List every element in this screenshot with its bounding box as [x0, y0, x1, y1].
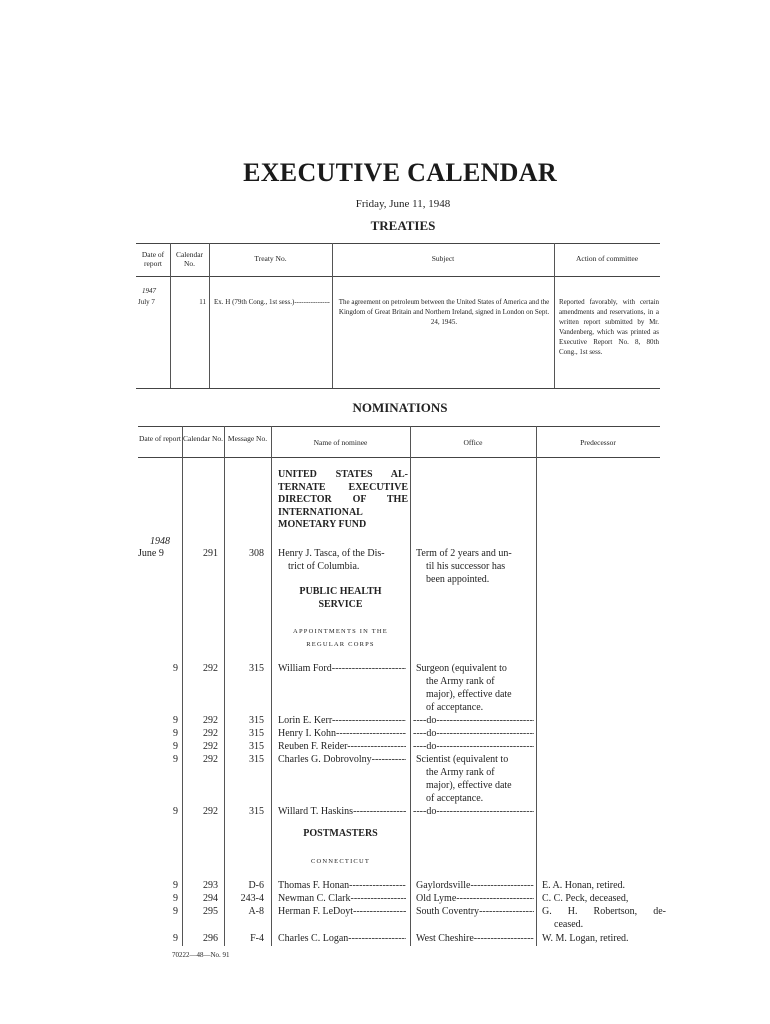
treaties-heading: TREATIES: [370, 218, 436, 233]
section-heading-public-health: [271, 585, 410, 611]
treaty-date: July 7: [138, 298, 155, 306]
treaties-col-divider: [209, 243, 210, 388]
table-row: [0, 932, 770, 945]
nom-col-header-message: Message No.: [227, 434, 268, 443]
nominations-top-rule: [138, 426, 660, 427]
row-date: 9: [173, 741, 178, 752]
row-nominee: Lorin E. Kerr -----: [278, 714, 406, 727]
row-nominee: Newman C. Clark -----: [278, 892, 406, 905]
nominations-col-divider: [224, 426, 225, 946]
row-predecessor: C. C. Peck, deceased,: [542, 893, 629, 904]
office-line: Term of 2 years and un-: [416, 548, 512, 559]
section-heading-line: DIRECTOR OF THE: [278, 494, 408, 506]
row-date: 9: [173, 893, 178, 904]
subsection-connecticut: CONNECTICUT: [310, 858, 371, 865]
section-heading-line: INTERNATIONAL: [278, 506, 363, 518]
office-line: of acceptance.: [426, 702, 484, 713]
treaties-bottom-rule: [136, 388, 660, 389]
row-calendar: 292: [203, 728, 218, 739]
row-calendar: 292: [203, 715, 218, 726]
row-nominee: Reuben F. Reider -----: [278, 740, 406, 753]
row-date: 9: [173, 933, 178, 944]
row-date: 9: [173, 806, 178, 817]
row-predecessor: E. A. Honan, retired.: [542, 880, 626, 891]
row-office: ----do -----: [413, 805, 534, 818]
row-calendar: 292: [203, 754, 218, 765]
treaty-number: Ex. H (79th Cong., 1st sess.) -----: [214, 297, 330, 307]
row-message: F-4: [250, 933, 264, 944]
subsection-regular-corps: [271, 625, 410, 651]
row-calendar: 292: [203, 663, 218, 674]
nominations-heading: NOMINATIONS: [352, 400, 448, 415]
office-line: Scientist (equivalent to: [416, 754, 509, 765]
row-message: 308: [249, 548, 264, 559]
nominations-col-divider: [410, 426, 411, 946]
row-date: 9: [173, 754, 178, 765]
nom-col-header-office: Office: [463, 438, 483, 447]
row-calendar: 291: [203, 548, 218, 559]
nominations-header-rule: [138, 457, 660, 458]
col-header-calendar: Calendar No.: [175, 250, 204, 268]
row-office: ----do -----: [413, 740, 534, 753]
treaty-year: 1947: [142, 287, 156, 295]
treaties-col-divider: [332, 243, 333, 388]
row-office: West Cheshire -----: [416, 932, 534, 945]
office-line: major), effective date: [426, 780, 512, 791]
row-office: Gaylordsville -----: [416, 879, 534, 892]
row-date: 9: [173, 880, 178, 891]
row-message: 315: [249, 754, 264, 765]
office-line: the Army rank of: [426, 676, 495, 687]
row-message: 315: [249, 806, 264, 817]
nom-col-header-name: Name of nominee: [313, 438, 368, 447]
office-line: the Army rank of: [426, 767, 495, 778]
row-date: 9: [173, 663, 178, 674]
treaties-col-divider: [554, 243, 555, 388]
section-heading-line: MONETARY FUND: [278, 519, 367, 531]
nominations-col-divider: [271, 426, 272, 946]
nomination-year: 1948: [150, 536, 170, 547]
office-line: of acceptance.: [426, 793, 484, 804]
row-nominee: Thomas F. Honan -----: [278, 879, 406, 892]
row-office: [416, 547, 534, 586]
col-header-treaty: Treaty No.: [254, 254, 287, 263]
row-office: ----do -----: [413, 727, 534, 740]
office-line: Surgeon (equivalent to: [416, 663, 507, 674]
row-office: South Coventry -----: [416, 905, 534, 918]
calendar-date: Friday, June 11, 1948: [355, 198, 451, 210]
predecessor-continuation: ceased.: [554, 919, 584, 930]
treaties-top-rule: [136, 243, 660, 244]
row-calendar: 295: [203, 906, 218, 917]
treaty-action: Reported favorably, with certain amendments and reservations, in a written report submitted by Mr. Vandenberg, which was printed as Executive Report No. 8, 80th Cong., 1st sess.: [559, 298, 659, 356]
treaty-subject: The agreement on petroleum between the United States of America and the Kingdom of Great Britain and Northern Ireland, signed in London on Sept. 24, 1945.: [338, 298, 550, 326]
nom-col-header-calendar: Calendar No.: [183, 434, 223, 443]
row-message: 315: [249, 663, 264, 674]
row-message: D-6: [248, 880, 264, 891]
row-message: 243-4: [240, 893, 264, 904]
section-heading-line: SERVICE: [318, 599, 363, 610]
treaty-calendar-no: 11: [199, 298, 206, 306]
office-line: major), effective date: [426, 689, 512, 700]
row-date: June 9: [138, 548, 164, 559]
row-calendar: 292: [203, 741, 218, 752]
row-nominee: [278, 547, 408, 573]
col-header-action: Action of committee: [575, 254, 639, 263]
nom-col-header-date: Date of report: [138, 434, 182, 443]
row-date: 9: [173, 728, 178, 739]
row-message: 315: [249, 715, 264, 726]
treaties-header-rule: [136, 276, 660, 277]
row-office: ----do -----: [413, 714, 534, 727]
nom-col-header-predecessor: Predecessor: [580, 438, 616, 447]
row-date: 9: [173, 906, 178, 917]
row-nominee: Willard T. Haskins -----: [278, 805, 406, 818]
section-heading-line: PUBLIC HEALTH: [299, 586, 382, 597]
row-date: 9: [173, 715, 178, 726]
row-nominee: Charles C. Logan -----: [278, 932, 406, 945]
col-header-subject: Subject: [431, 254, 455, 263]
nominations-col-divider: [536, 426, 537, 946]
subsection-line: REGULAR CORPS: [306, 641, 375, 648]
row-nominee: William Ford -----: [278, 662, 406, 675]
row-calendar: 293: [203, 880, 218, 891]
subsection-line: APPOINTMENTS IN THE: [293, 628, 388, 635]
section-heading-postmasters: POSTMASTERS: [303, 828, 378, 839]
nominations-col-divider: [182, 426, 183, 946]
nominee-line: Henry J. Tasca, of the Dis-: [278, 548, 385, 559]
section-heading-line: TERNATE EXECUTIVE: [278, 481, 408, 493]
row-predecessor: G. H. Robertson, de-: [542, 906, 666, 917]
row-nominee: Henry I. Kohn -----: [278, 727, 406, 740]
row-calendar: 296: [203, 933, 218, 944]
section-heading-line: UNITED STATES AL-: [278, 469, 408, 480]
row-message: A-8: [248, 906, 264, 917]
row-nominee: Herman F. LeDoyt -----: [278, 905, 406, 918]
row-calendar: 294: [203, 893, 218, 904]
row-office: Old Lyme -----: [416, 892, 534, 905]
row-nominee: Charles G. Dobrovolny -----: [278, 753, 406, 766]
col-header-date: Date of report: [141, 250, 165, 268]
office-line: been appointed.: [426, 574, 490, 585]
footer-print-code: 70222—48—No. 91: [172, 951, 230, 959]
page-title: EXECUTIVE CALENDAR: [243, 158, 557, 187]
row-message: 315: [249, 741, 264, 752]
nominee-line: trict of Columbia.: [288, 561, 360, 572]
office-line: til his successor has: [426, 561, 506, 572]
row-office: [416, 662, 534, 714]
row-message: 315: [249, 728, 264, 739]
row-predecessor: W. M. Logan, retired.: [542, 933, 629, 944]
row-calendar: 292: [203, 806, 218, 817]
section-heading-imf: [278, 469, 408, 532]
row-office: [416, 753, 534, 805]
